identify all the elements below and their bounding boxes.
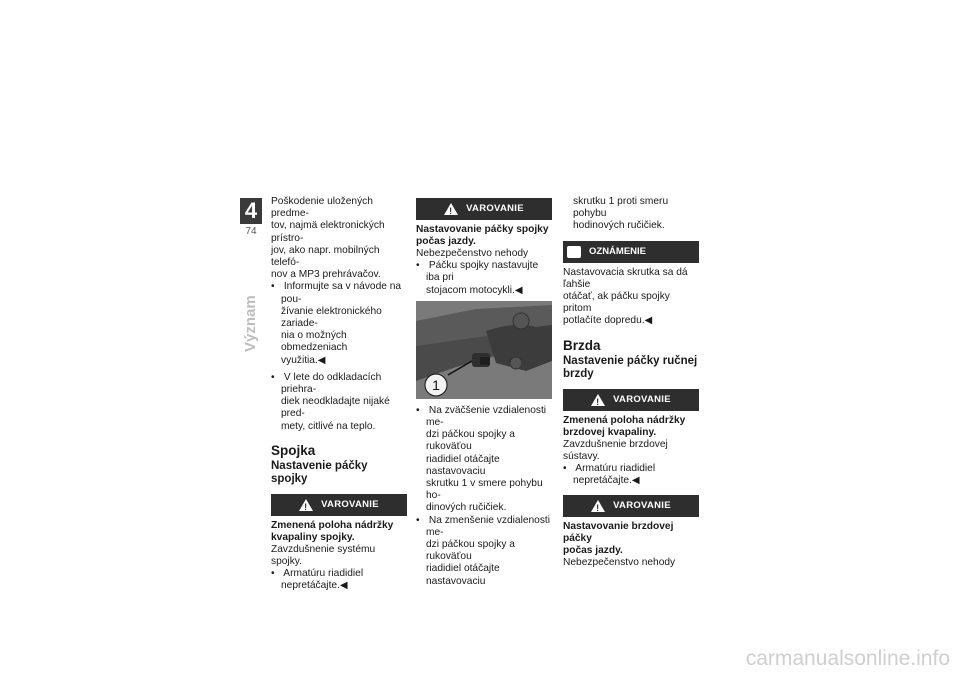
warning-title: Zmenená poloha nádržky kvapaliny spojky. bbox=[271, 519, 394, 543]
warning-title: Zmenená poloha nádržky brzdovej kvapaliny. bbox=[563, 414, 686, 438]
intro-text: Poškodenie uložených predme- tov, najmä elektronických prístro- jov, ako napr. mobilných telefó- nov a MP3 prehrávačov. bbox=[271, 196, 385, 281]
list-item: • Na zmenšenie vzdialenosti me- dzi páčkou spojky a rukoväťou riadidiel otáčajte nastavovaciu bbox=[416, 515, 552, 588]
list-item: • Na zväčšenie vzdialenosti me- dzi páčkou spojky a rukoväťou riadidiel otáčajte nastavovaciu skrutku 1 v smere pohybu ho- dinových ručičiek. bbox=[416, 405, 552, 515]
warning-title: Nastavovanie páčky spojky počas jazdy. bbox=[416, 224, 549, 247]
page-number: 74 bbox=[245, 226, 257, 237]
warning-text: Zavzdušnenie brzdovej sústavy. bbox=[563, 438, 668, 462]
subsection-heading: Nastavenie páčky ručnej brzdy bbox=[563, 354, 698, 380]
figure-callout: 1 bbox=[432, 376, 440, 393]
chapter-number: 4 bbox=[240, 198, 262, 224]
clutch-lever-image bbox=[416, 301, 552, 399]
section-heading: Brzda bbox=[563, 337, 601, 353]
clutch-lever-illustration bbox=[416, 301, 552, 399]
notice-banner: OZNÁMENIE bbox=[563, 241, 699, 263]
chapter-title: Význam bbox=[242, 295, 259, 352]
list-item: • V lete do odkladacích priehra- diek neodkladajte nijaké pred- mety, citlivé na teplo. bbox=[271, 372, 407, 433]
list-item: • Armatúru riadidiel nepretáčajte.◀ bbox=[563, 463, 699, 487]
subsection-heading: Nastavenie páčky spojky bbox=[271, 459, 368, 485]
column-2 bbox=[416, 196, 552, 588]
list-item: • Informujte sa v návode na pou- žívanie elektronického zariade- nia o možných obmedzeniach využitia.◀ bbox=[271, 281, 407, 366]
warning-text: Zavzdušnenie systému spojky. bbox=[271, 543, 376, 568]
warning-icon: ! bbox=[591, 394, 605, 406]
list-item: • Armatúru riadidiel nepretáčajte.◀ bbox=[271, 568, 407, 592]
warning-icon: ! bbox=[299, 499, 313, 511]
warning-text: Nebezpečenstvo nehody bbox=[416, 248, 529, 259]
warning-banner: ! VAROVANIE bbox=[563, 495, 699, 517]
warning-icon: ! bbox=[591, 500, 605, 512]
notice-text: Nastavovacia skrutka sa dá ľahšie otáčať, ak páčku spojky pritom potlačíte dopredu.◀ bbox=[563, 266, 688, 327]
section-heading: Spojka bbox=[271, 442, 316, 458]
warning-banner: ! VAROVANIE bbox=[271, 494, 407, 516]
warning-icon: ! bbox=[444, 203, 458, 215]
warning-title: Nastavovanie brzdovej páčky počas jazdy. bbox=[563, 521, 674, 557]
warning-banner: ! VAROVANIE bbox=[563, 389, 699, 411]
continued-text: skrutku 1 proti smeru pohybu hodinových ručičiek. bbox=[573, 196, 669, 232]
warning-text: Nebezpečenstvo nehody bbox=[563, 557, 676, 569]
watermark: carmanualsonline.info bbox=[745, 647, 950, 670]
column-1 bbox=[271, 196, 407, 593]
column-3 bbox=[563, 196, 699, 570]
warning-banner: ! VAROVANIE bbox=[416, 198, 552, 220]
chapter-sidebar bbox=[240, 198, 262, 237]
notice-icon bbox=[567, 246, 581, 258]
list-item: • Páčku spojky nastavujte iba pri stojacom motocykli.◀ bbox=[416, 260, 552, 297]
